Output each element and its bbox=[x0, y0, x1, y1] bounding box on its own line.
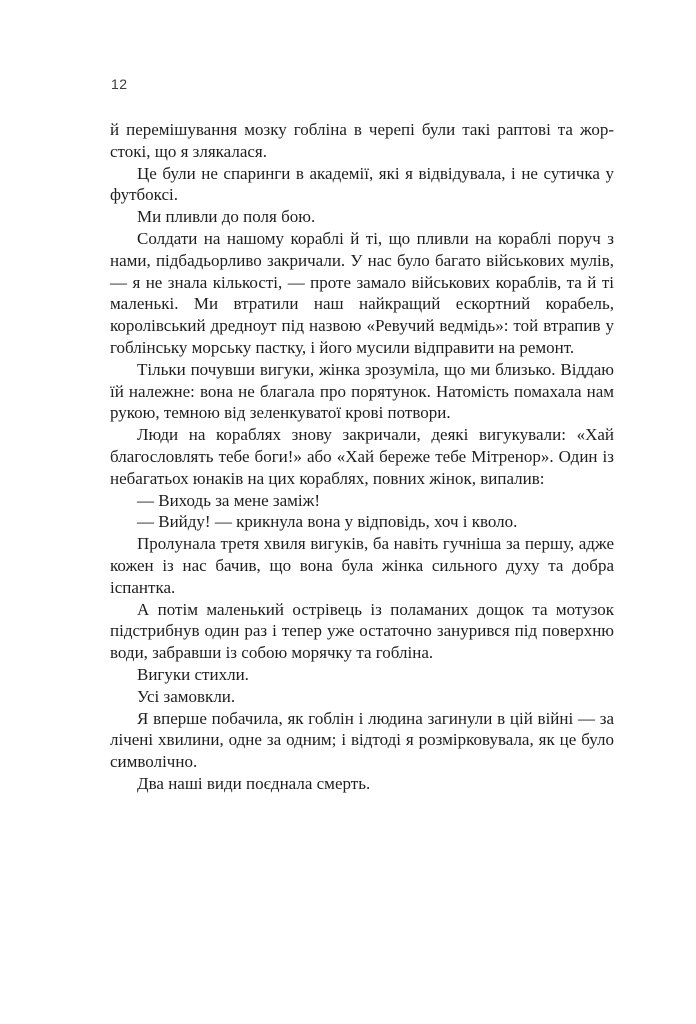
paragraph: Ми пливли до поля бою. bbox=[137, 207, 316, 227]
paragraph: Я вперше побачила, як гоблін і людина загинули в цій війні — за лічені хвилини, одне за одним; і відтоді я розмірковувала, як це було символічно. bbox=[110, 708, 614, 772]
paragraph: Два наші види поєднала смерть. bbox=[137, 773, 371, 793]
paragraph: Вигуки стихли. bbox=[137, 664, 249, 684]
paragraph: Пролунала третя хвиля вигуків, ба навіть гучніша за першу, адже кожен із нас бачив, що вона була жінка сильного духу та добра іспантка. bbox=[110, 534, 614, 597]
page-text bbox=[110, 119, 614, 795]
paragraph: Солдати на нашому кораблі й ті, що пливли на кораблі поруч з нами, підбадьорливо закричали. У нас було багато військових мулів, — я не знала кількості, — проте замало військових кораблів, та й ті маленькі. Ми втратили наш найкращий ескортний корабель, королівський дредноут під назвою «Ревучий ведмідь»: той втрапив у гоблінську морську пастку, і його мусили відправити на ремонт. bbox=[110, 228, 614, 357]
paragraph: й перемішування мозку гобліна в черепі були такі раптові та жорстокі, що я злякалася. bbox=[110, 120, 614, 161]
paragraph: Усі замовкли. bbox=[137, 686, 236, 706]
paragraph: Люди на кораблях знову закричали, деякі вигукували: «Хай благословлять тебе боги!» або «Хай береже тебе Мітренор». Один із небагатьох юнаків на цих кораблях, повних жінок, випалив: bbox=[110, 425, 614, 488]
paragraph: А потім маленький острівець із поламаних дощок та мотузок підстрибнув один раз і тепер уже остаточно занурився під поверхню води, забравши із собою морячку та гобліна. bbox=[110, 599, 614, 663]
paragraph: Тільки почувши вигуки, жінка зрозуміла, що ми близько. Віддаю їй належне: вона не благала про порятунок. Натомість помахала нам рукою, темною від зеленкуватої крові потвори. bbox=[110, 359, 614, 423]
dialogue-line: — Виходь за мене заміж! bbox=[137, 490, 321, 510]
page-number: 12 bbox=[111, 76, 128, 92]
paragraph: Це були не спаринги в академії, які я відвідувала, і не сутичка у футбоксі. bbox=[110, 163, 614, 205]
dialogue-line: — Вийду! — крикнула вона у відповідь, хоч і кволо. bbox=[137, 512, 518, 532]
